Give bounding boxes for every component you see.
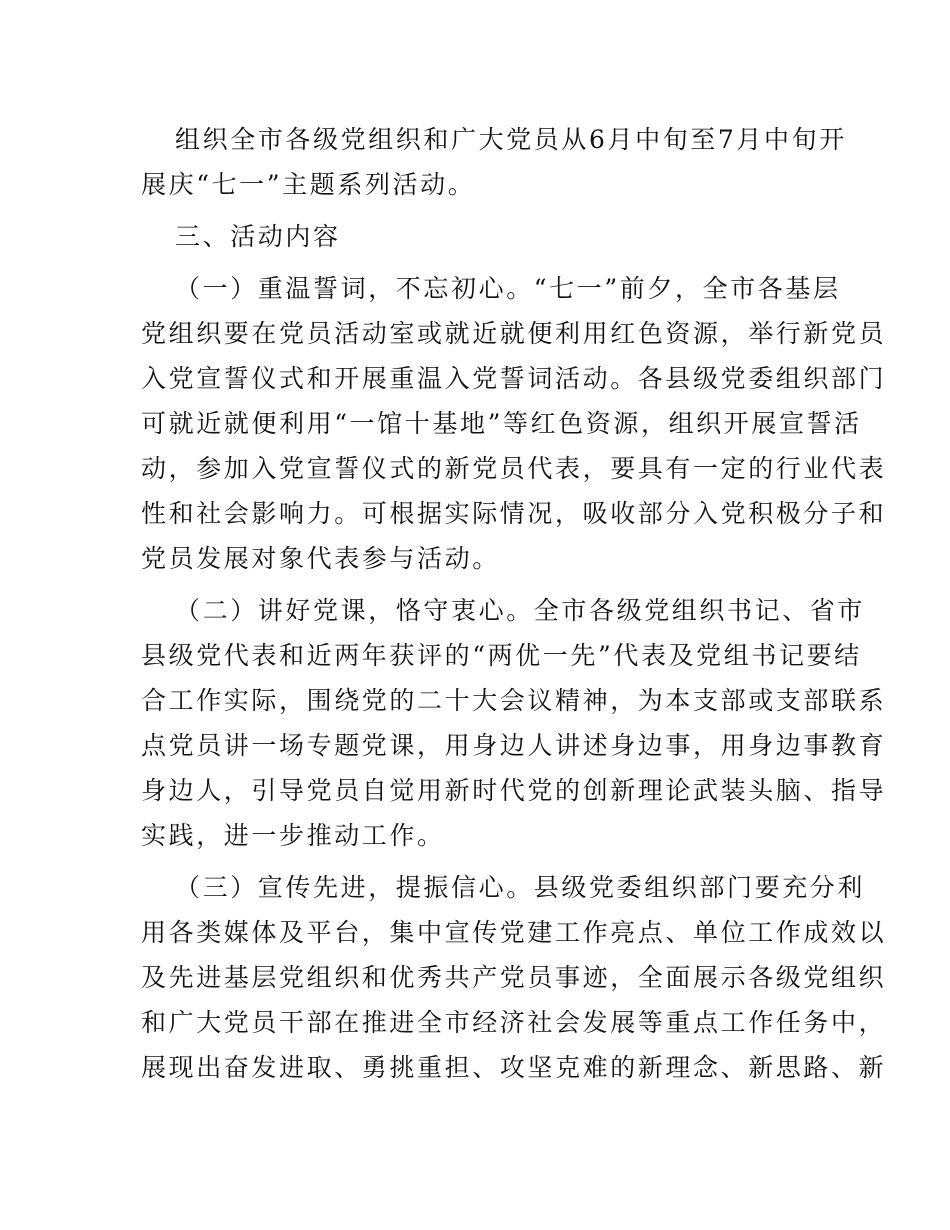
paragraph-line: 入党宣誓仪式和开展重温入党誓词活动。各县级党委组织部门 [141,364,887,393]
section-heading [141,214,813,259]
paragraph-line: 点党员讲一场专题党课，用身边人讲述身边事，用身边事教育 [141,731,887,760]
paragraph-line: 性和社会影响力。可根据实际情况，吸收部分入党积极分子和 [141,499,887,528]
paragraph-line: 实践，进一步推动工作。 [141,821,445,850]
paragraph-line: 合工作实际，围绕党的二十大会议精神，为本支部或支部联系 [141,686,887,715]
section-heading-line: 三、活动内容 [175,222,341,251]
paragraph-line: 展庆“七一”主题系列活动。 [141,170,476,199]
paragraph-line: （三）宣传先进，提振信心。县级党委组织部门要充分利 [175,873,866,902]
paragraph-line: 展现出奋发进取、勇挑重担、攻坚克难的新理念、新思路、新 [141,1053,887,1082]
paragraph-line: 党组织要在党员活动室或就近就便利用红色资源，举行新党员 [141,319,887,348]
paragraph-intro [141,117,847,207]
paragraph-line: 组织全市各级党组织和广大党员从6月中旬至7月中旬开 [175,125,847,154]
paragraph-line: 动，参加入党宣誓仪式的新党员代表，要具有一定的行业代表 [141,454,887,483]
paragraph-line: 身边人，引导党员自觉用新时代党的创新理论武装头脑、指导 [141,776,887,805]
paragraph-line: 可就近就便利用“一馆十基地”等红色资源，组织开展宣誓活 [141,409,862,438]
paragraph-line: 县级党代表和近两年获评的“两优一先”代表及党组书记要结 [141,641,862,670]
document-body [141,117,887,1090]
paragraph-item-2 [141,588,887,858]
paragraph-line: 党员发展对象代表参与活动。 [141,544,500,573]
paragraph-line: 用各类媒体及平台，集中宣传党建工作亮点、单位工作成效以 [141,918,887,947]
paragraph-line: （一）重温誓词，不忘初心。“七一”前夕，全市各基层 [175,274,841,303]
paragraph-item-3 [141,865,887,1090]
paragraph-line: 和广大党员干部在推进全市经济社会发展等重点工作任务中， [141,1008,887,1037]
paragraph-line: 及先进基层党组织和优秀共产党员事迹，全面展示各级党组织 [141,963,887,992]
paragraph-line: （二）讲好党课，恪守衷心。全市各级党组织书记、省市 [175,596,866,625]
paragraph-item-1 [141,266,887,581]
